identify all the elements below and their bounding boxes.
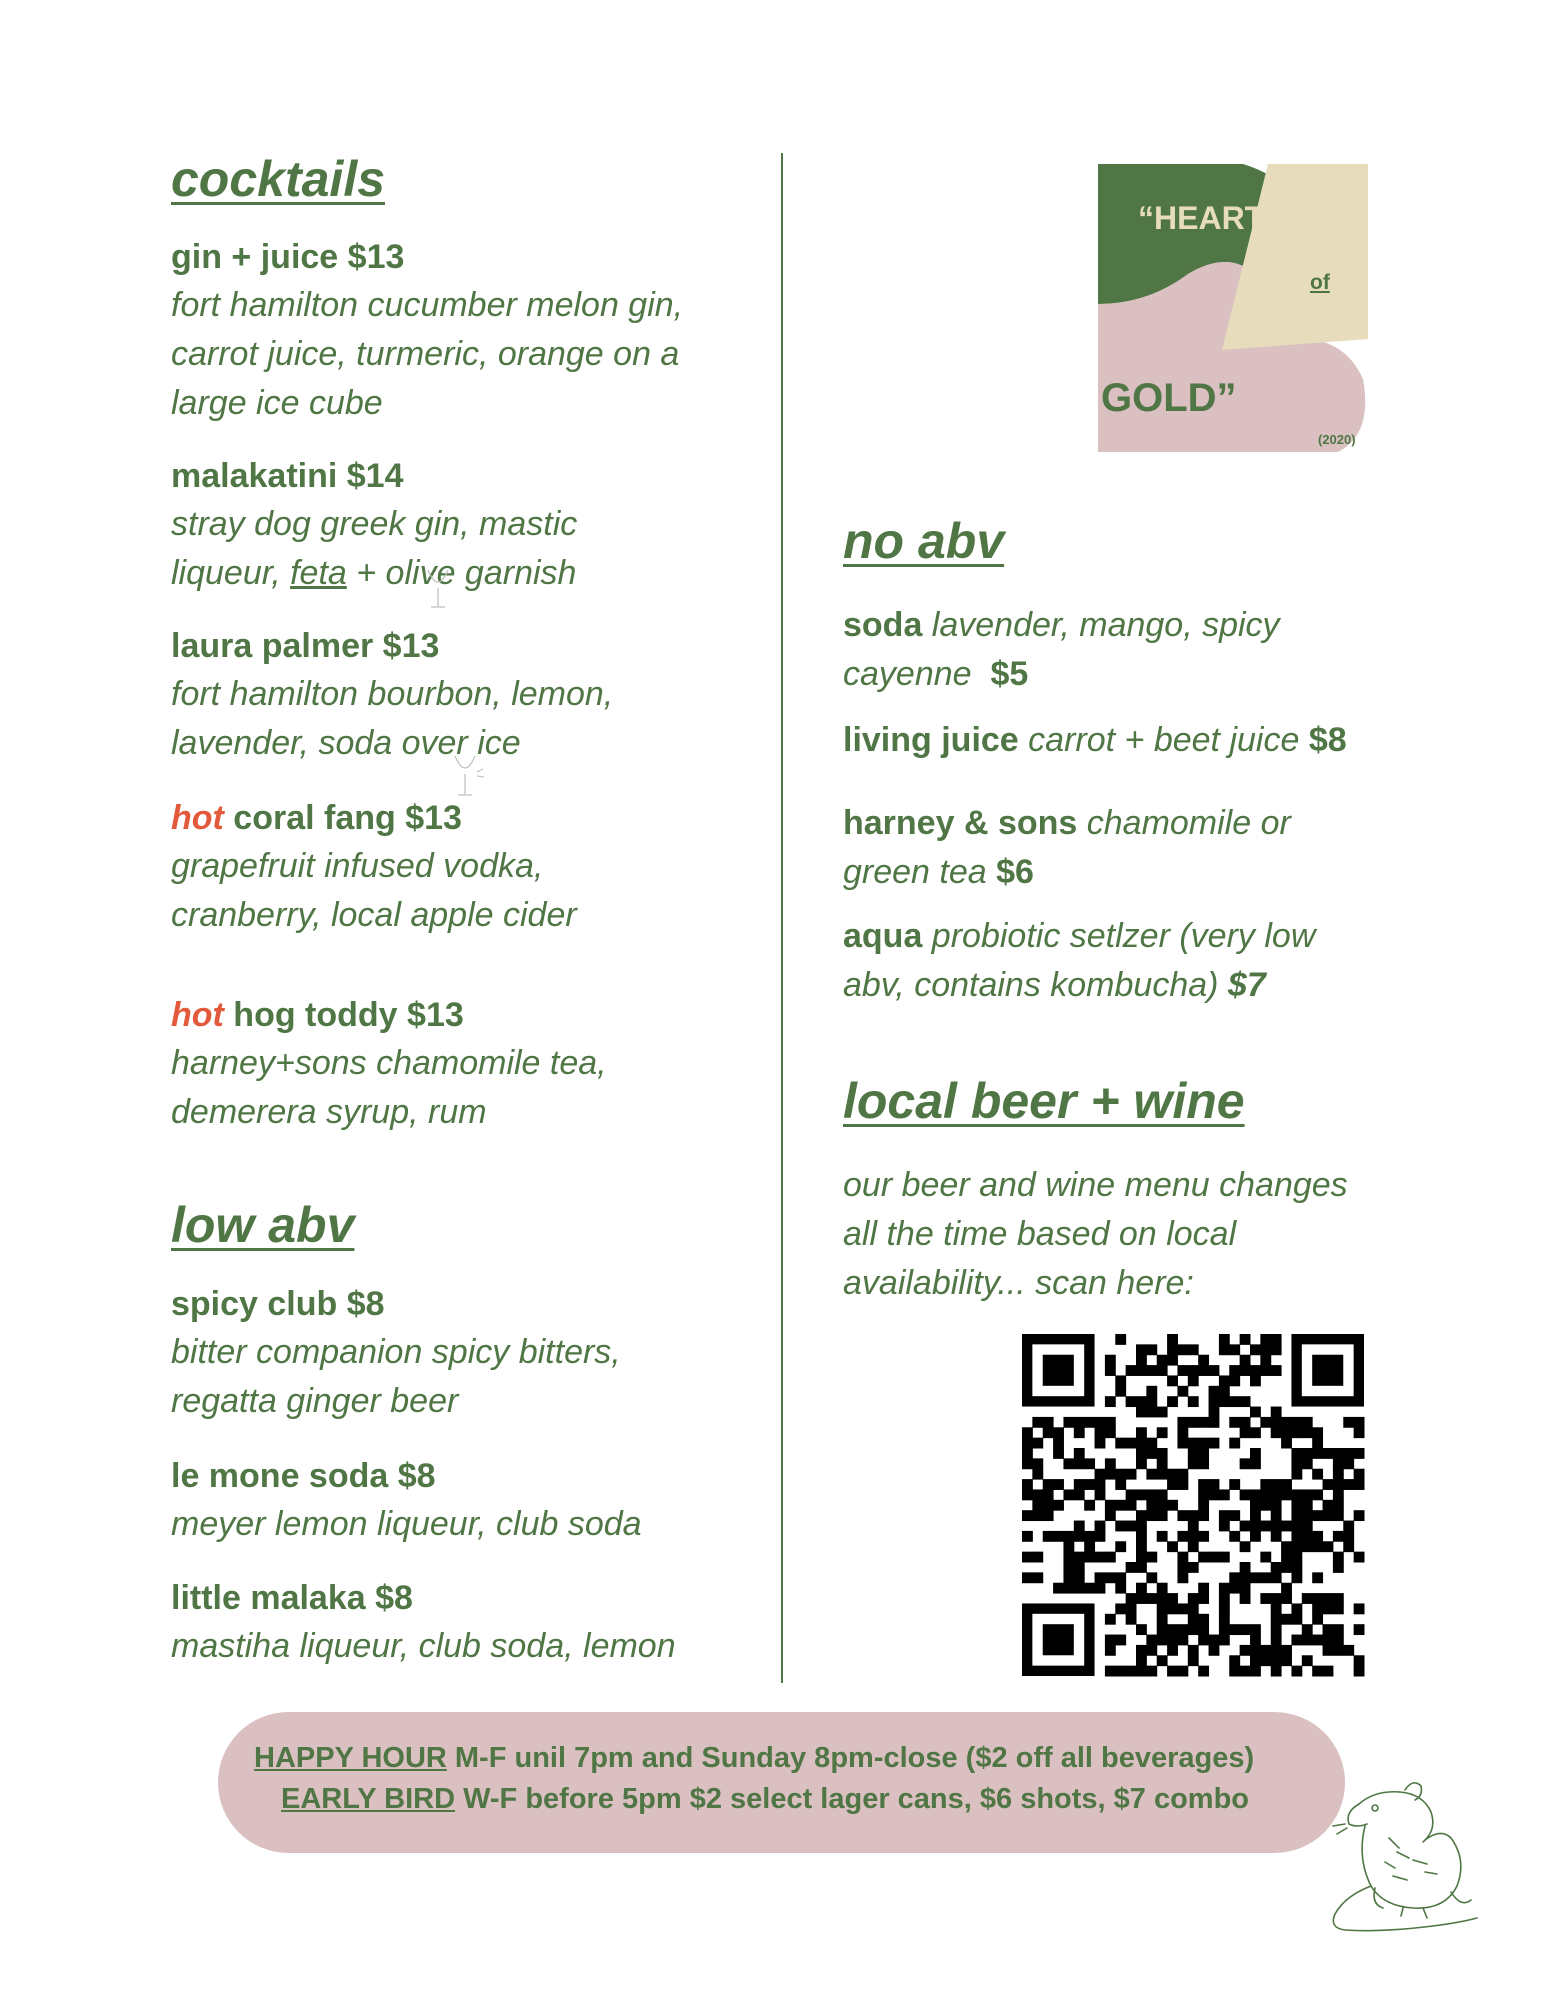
happy-hour-banner [218,1712,1345,1853]
menu-item-hog-toddy [171,991,607,1137]
column-divider [781,153,783,1683]
wine-glass-doodle-icon [425,566,451,612]
item-desc: demerera syrup, rum [171,1093,487,1131]
item-desc: stray dog greek gin, mastic [171,505,578,543]
happy-hour-label: HAPPY HOUR [254,1742,447,1774]
menu-item-little-malaka [171,1574,676,1671]
item-name: little malaka $8 [171,1579,413,1617]
menu-item-gin-juice [171,233,683,428]
logo-year-text: (2020) [1318,432,1356,447]
item-name: gin + juice $13 [171,238,405,276]
menu-item-le-mone-soda [171,1452,642,1549]
heart-of-gold-logo [1098,164,1368,452]
happy-hour-line: HAPPY HOUR M-F unil 7pm and Sunday 8pm-close ($2 off all beverages) [254,1742,1255,1774]
item-desc: bitter companion spicy bitters, [171,1333,621,1371]
item-desc: large ice cube [171,384,383,422]
early-bird-label: EARLY BIRD [281,1783,456,1815]
menu-item-spicy-club [171,1280,621,1426]
menu-item-harney-sons: harney & sons chamomile or green tea $6 [843,804,1291,891]
item-desc: lavender, soda over ice [171,724,521,762]
item-name: laura palmer $13 [171,627,440,665]
item-desc: carrot juice, turmeric, orange on a [171,335,680,373]
qr-code-icon [1016,1328,1370,1682]
item-desc: fort hamilton cucumber melon gin, [171,286,684,324]
logo-of-text: of [1310,271,1330,294]
menu-item-coral-fang [171,794,577,940]
beer-wine-description: our beer and wine menu changes all the time based on local availability... scan here: [843,1166,1348,1302]
hot-tag: hot [171,996,224,1034]
item-desc: fort hamilton bourbon, lemon, [171,675,614,713]
menu-item-malakatini [171,452,577,598]
item-name: malakatini $14 [171,457,404,495]
item-desc: meyer lemon liqueur, club soda [171,1505,642,1543]
low-abv-heading: low abv [171,1197,355,1253]
logo-gold-text: GOLD” [1101,376,1237,420]
menu-item-laura-palmer [171,622,613,768]
menu-item-living-juice: living juice carrot + beet juice $8 [843,721,1347,759]
local-beer-wine-heading: local beer + wine [843,1073,1245,1129]
menu-item-aqua: aqua probiotic setlzer (very low abv, contains kombucha) $7 [843,917,1316,1004]
feta-text: feta [290,554,347,592]
item-name: hot coral fang $13 [171,799,462,837]
item-name: spicy club $8 [171,1285,385,1323]
no-abv-heading: no abv [843,513,1005,569]
wine-glass-doodle-icon [452,752,486,800]
item-desc: grapefruit infused vodka, [171,847,544,885]
logo-heart-text: “HEART [1138,200,1265,236]
qr-code[interactable] [1016,1328,1370,1682]
item-desc: liqueur, feta + olive garnish [171,554,577,592]
early-bird-line: EARLY BIRD W-F before 5pm $2 select lager cans, $6 shots, $7 combo [281,1783,1250,1815]
hot-tag: hot [171,799,224,837]
item-desc: cranberry, local apple cider [171,896,577,934]
item-desc: mastiha liqueur, club soda, lemon [171,1627,676,1665]
item-name: le mone soda $8 [171,1457,436,1495]
cocktails-heading: cocktails [171,151,386,207]
opossum-illustration-icon [1305,1768,1495,1938]
item-desc: harney+sons chamomile tea, [171,1044,607,1082]
menu-item-soda: soda lavender, mango, spicy cayenne $5 [843,606,1280,693]
item-name: hot hog toddy $13 [171,996,464,1034]
item-desc: regatta ginger beer [171,1382,459,1420]
